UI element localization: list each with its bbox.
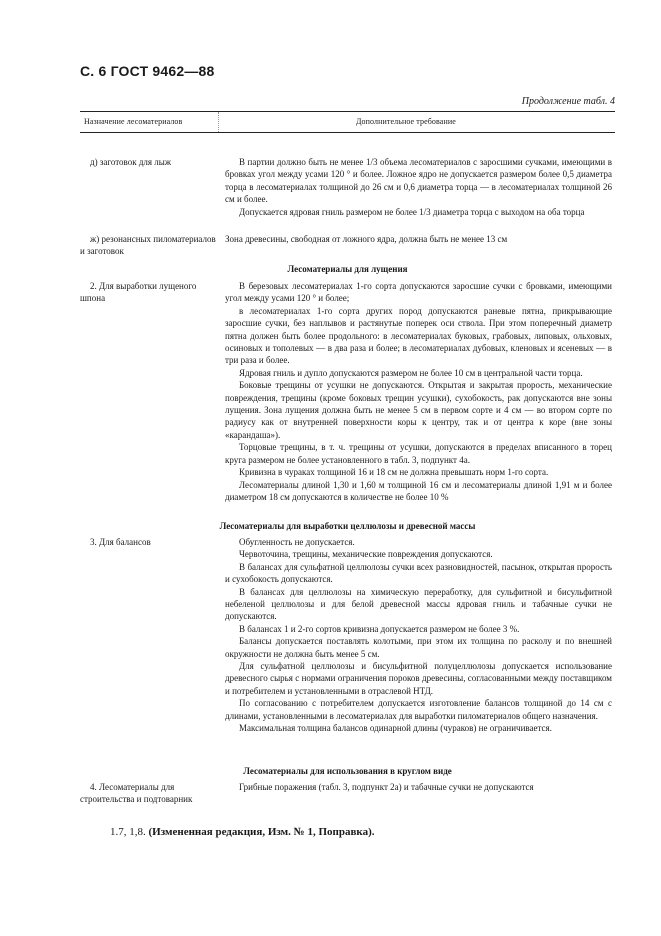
requirement-paragraph: В березовых лесоматериалах 1-го сорта допускаются заросшие сучки с бровками, имеющими угол между усами 120 ° и более;: [225, 281, 612, 304]
requirement-paragraph: Кривизна в чураках толщиной 16 и 18 см не должна превышать норм 1-го сорта.: [239, 467, 549, 478]
row-requirement-construction: [225, 781, 612, 793]
requirement-paragraph: В балансах для сульфатной целлюлозы сучки всех разновидностей, пасынок, открытая прорость и сухобокость допускаются.: [225, 561, 612, 585]
requirement-paragraph: Балансы допускается поставлять колотыми, при этом их толщина по расколу и по внешней окружности не должна быть менее 5 см.: [225, 636, 612, 659]
column-header-requirement: Дополнительное требование: [356, 117, 456, 126]
requirement-paragraph: в лесоматериалах 1-го сорта других пород допускаются раневые пятна, прикрывающие заросшие сучки, без наплывов и растянутые поперек оси ствола. При этом поперечный диаметр пятна должен быть более продольного: в лесоматериалах буковых, грабовых, липовых, ольховых, осиновых и тополевых — в два раза и более; в лесоматериалах дубовых, кленовых и ясеневых — в три раза и более.: [225, 305, 612, 366]
amendment-note: [110, 826, 375, 838]
table-header-rule: [80, 132, 615, 133]
requirement-paragraph: Максимальная толщина балансов одинарной длины (чураков) не ограничивается.: [239, 723, 552, 734]
requirement-paragraph: Обугленность не допускается.: [239, 537, 355, 547]
requirement-paragraph: Зона древесины, свободная от ложного ядра, должна быть не менее 13 см: [225, 234, 508, 244]
requirement-paragraph: В балансах для целлюлозы на химическую переработку, для сульфитной и бисульфитной небеленой целлюлозы и для белой древесной массы ядровая гниль и табачные сучки не допускаются.: [225, 586, 612, 622]
table-continuation-label: Продолжение табл. 4: [521, 96, 615, 107]
row-requirement-skis: [225, 156, 612, 218]
row-purpose-balances: 3. Для балансов: [90, 537, 151, 547]
clause-numbers: 1.7, 1,8.: [110, 826, 149, 838]
requirement-paragraph: По согласованию с потребителем допускается изготовление балансов толщиной до 14 см с длинами, установленными в лесоматериалах для выработки пиломатериалов общего назначения.: [225, 698, 612, 721]
page-header: С. 6 ГОСТ 9462—88: [80, 63, 215, 79]
requirement-paragraph: Торцовые трещины, в т. ч. трещины от усушки, допускаются в пределах вписанного в торец круга размером не более установленного в табл. 3, подпункт 4а.: [225, 442, 612, 465]
section-heading-cellulose: Лесоматериалы для выработки целлюлозы и древесной массы: [219, 521, 476, 531]
row-requirement-resonance: [225, 233, 612, 245]
requirement-paragraph: Ядровая гниль и дупло допускаются размером не более 10 см в центральной части торца.: [239, 367, 583, 378]
requirement-paragraph: Допускается ядровая гниль размером не более 1/3 диаметра торца с выходом на оба торца: [239, 206, 585, 217]
amendment-text: (Измененная редакция, Изм. № 1, Поправка).: [148, 826, 375, 838]
table-top-rule: [80, 111, 615, 112]
requirement-paragraph: Для сульфатной целлюлозы и бисульфитной полуцеллюлозы допускается использование древесного сырья с нормами ограничения пороков древесины, согласованными между поставщиком и потребителем и установленными в отраслевой НТД.: [225, 661, 612, 696]
requirement-paragraph: Грибные поражения (табл. 3, подпункт 2а) и табачные сучки не допускаются: [239, 782, 534, 792]
row-requirement-balances: [225, 536, 612, 735]
row-purpose-skis: д) заготовок для лыж: [90, 157, 172, 167]
row-purpose-construction: 4. Лесоматериалы для строительства и подтоварник: [80, 782, 193, 805]
section-heading-round: Лесоматериалы для использования в круглом виде: [243, 766, 452, 776]
requirement-paragraph: Боковые трещины от усушки не допускаются. Открытая и закрытая прорость, механические повреждения, трещины (кроме боковых трещин усушки), сухобокость, рак допускаются вне зоны лущения. Зона лущения должна быть не менее 5 см в первом сорте и 4 см — во втором сорте по радиусу как от внутренней поверхности коры к центру, так и от центра к коре (вне зоны «карандаша»).: [225, 380, 612, 440]
column-header-purpose: Назначение лесоматериалов: [84, 117, 183, 126]
row-purpose-resonance: ж) резонансных пиломатериалов и заготовок: [80, 234, 216, 257]
requirement-paragraph: Червоточина, трещины, механические повреждения допускаются.: [239, 549, 493, 560]
row-requirement-veneer: [225, 280, 612, 503]
requirement-paragraph: В партии должно быть не менее 1/3 объема лесоматериалов с заросшими сучками, имеющими в бровках угол между усами 120 ° и более. Ложное ядро не допускается размером более 0,5 диаметра торца в лесоматериалах толщиной до 26 см и 0,6 диаметра торца — в лесоматериалах толщиной 26 см и более.: [225, 157, 612, 205]
requirement-paragraph: В балансах 1 и 2-го сортов кривизна допускается размером не более 3 %.: [239, 623, 520, 634]
section-heading-peeling: Лесоматериалы для лущения: [287, 264, 408, 274]
column-separator: [218, 112, 219, 132]
row-purpose-veneer: 2. Для выработки лущеного шпона: [80, 281, 197, 304]
requirement-paragraph: Лесоматериалы длиной 1,30 и 1,60 м толщиной 16 см и лесоматериалы длиной 1,91 м и более диаметром 18 см допускаются в количестве не более 10 %: [225, 479, 612, 502]
